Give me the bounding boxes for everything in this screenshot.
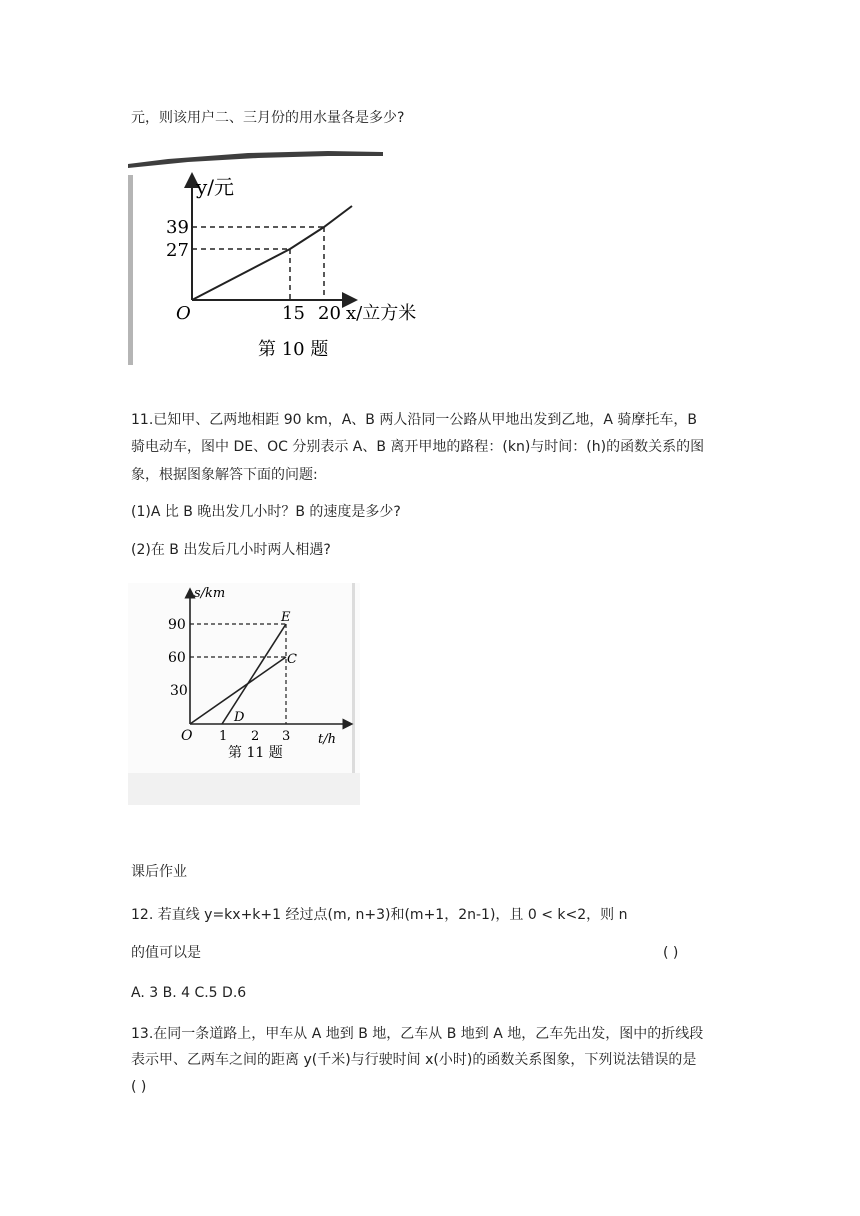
fig11-x-tick-3: 3 <box>282 729 291 744</box>
figure-11 <box>128 583 360 805</box>
q11-line-2: 骑电动车，图中 DE、OC 分别表示 A、B 离开甲地的路程：(kn)与时间：(h)的函数关系的图 <box>131 439 705 455</box>
q12-line-2: 的值可以是 <box>131 945 201 961</box>
q13-answer-bracket: ( ) <box>131 1079 147 1095</box>
fig10-y-axis-label: y/元 <box>196 175 235 199</box>
q12-line-1: 12. 若直线 y=kx+k+1 经过点(m, n+3)和(m+1，2n-1)，且 0 < k<2，则 n <box>131 907 628 923</box>
q13-line-1: 13.在同一条道路上，甲车从 A 地到 B 地，乙车从 B 地到 A 地，乙车先出发，图中的折线段 <box>131 1026 704 1042</box>
fig11-x-tick-1: 1 <box>219 729 228 744</box>
fig10-x-tick-15: 15 <box>282 303 305 324</box>
fig11-point-c: C <box>287 652 297 667</box>
q12-options: A. 3 B. 4 C.5 D.6 <box>131 985 247 1001</box>
q10-text: 元，则该用户二、三月份的用水量各是多少? <box>131 110 405 126</box>
q11-line-1: 11.已知甲、乙两地相距 90 km，A、B 两人沿同一公路从甲地出发到乙地，A 骑摩托车，B <box>131 412 697 428</box>
q12-answer-bracket: ( ) <box>663 945 679 961</box>
fig11-y-tick-90: 90 <box>168 617 186 633</box>
q13-line-2: 表示甲、乙两车之间的距离 y(千米)与行驶时间 x(小时)的函数关系图象，下列说法错误的是 <box>131 1052 697 1068</box>
q11-sub-question-2: (2)在 B 出发后几小时两人相遇? <box>131 542 331 558</box>
fig11-y-axis-label: s/km <box>194 586 226 601</box>
fig11-caption: 第 11 题 <box>228 745 283 761</box>
fig10-origin: O <box>176 303 191 324</box>
fig10-caption: 第 10 题 <box>258 339 329 360</box>
fig10-x-tick-20: 20 <box>318 303 341 324</box>
fig11-y-tick-60: 60 <box>168 650 186 666</box>
q11-sub-question-1: (1)A 比 B 晚出发几小时？B 的速度是多少? <box>131 504 401 520</box>
fig11-origin: O <box>181 728 193 744</box>
fig11-y-tick-30: 30 <box>170 683 188 699</box>
fig10-x-axis-label: x/立方米 <box>346 303 417 324</box>
homework-heading: 课后作业 <box>131 864 187 880</box>
fig10-y-tick-27: 27 <box>166 240 189 261</box>
q11-line-3: 象，根据图象解答下面的问题: <box>131 467 318 483</box>
fig11-x-axis-label: t/h <box>318 732 336 747</box>
fig10-y-tick-39: 39 <box>166 217 189 238</box>
fig11-point-e: E <box>281 610 291 625</box>
fig11-point-d: D <box>234 710 245 725</box>
figure-10 <box>128 150 458 370</box>
fig11-x-tick-2: 2 <box>251 729 260 744</box>
